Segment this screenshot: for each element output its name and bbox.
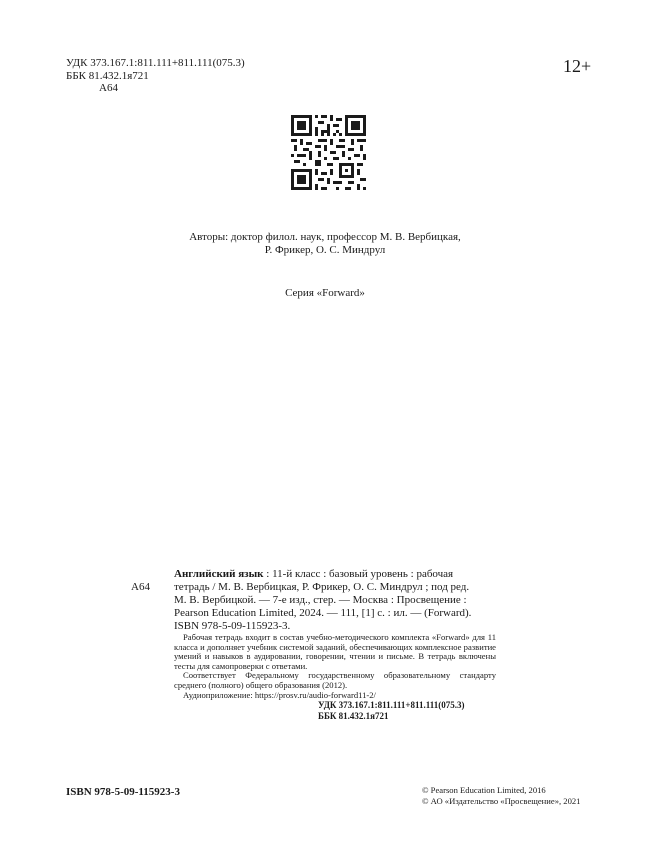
age-rating: 12+ <box>563 56 592 76</box>
catalog-isbn: ISBN 978-5-09-115923-3. <box>174 620 291 632</box>
copyright-pearson: © Pearson Education Limited, 2016 <box>422 785 546 795</box>
authors-line-1: Авторы: доктор филол. наук, профессор М. В. Вербицкая, <box>189 231 461 243</box>
catalog-line-1: : 11-й класс : базовый уровень : рабочая <box>263 568 454 580</box>
catalog-card-main <box>174 568 496 620</box>
bbk-code: ББК 81.432.1я721 <box>66 69 149 82</box>
authors-block <box>0 231 650 257</box>
catalog-bbk: ББК 81.432.1я721 <box>318 710 389 721</box>
udk-code: УДК 373.167.1:811.111+811.111(075.3) <box>66 57 245 69</box>
catalog-line-4: Pearson Education Limited, 2024. — 111, [1] с. : ил. — (Forward). <box>174 607 472 619</box>
copyright-prosv: © АО «Издательство «Просвещение», 2021 <box>422 796 581 806</box>
footer-isbn: ISBN 978-5-09-115923-3 <box>66 786 180 798</box>
catalog-description: Рабочая тетрадь входит в состав учебно-методического комплекта «Forward» для 11 класса и дополняет учебник системой заданий, обеспечивающих комплексное развитие умений и навыков в аудировании, говорении, чтении и письме. В тетрадь включены тесты для самопроверки с ответами. <box>174 632 496 671</box>
catalog-line-3: М. В. Вербицкой. — 7-е изд., стер. — Москва : Просвещение : <box>174 594 467 606</box>
series-title: Серия «Forward» <box>285 287 365 299</box>
catalog-audio-link: Аудиоприложение: https://prosv.ru/audio-forward11-2/ <box>183 689 376 700</box>
catalog-line-2: тетрадь / М. В. Вербицкая, Р. Фрикер, О. С. Миндрул ; под ред. <box>174 581 470 593</box>
qr-code-icon <box>291 115 366 190</box>
catalog-standard: Соответствует Федеральному государственному образовательному стандарту среднего (полного) общего образования (2012). <box>174 670 496 690</box>
catalog-title: Английский язык <box>174 568 264 580</box>
catalog-author-mark: А64 <box>131 581 150 593</box>
catalog-card <box>174 568 496 721</box>
copyright-block <box>422 785 580 807</box>
authors-line-2: Р. Фрикер, О. С. Миндрул <box>264 244 386 256</box>
udk-block-top <box>66 57 245 95</box>
catalog-udk: УДК 373.167.1:811.111+811.111(075.3) <box>318 700 465 711</box>
author-mark: А64 <box>99 82 118 94</box>
